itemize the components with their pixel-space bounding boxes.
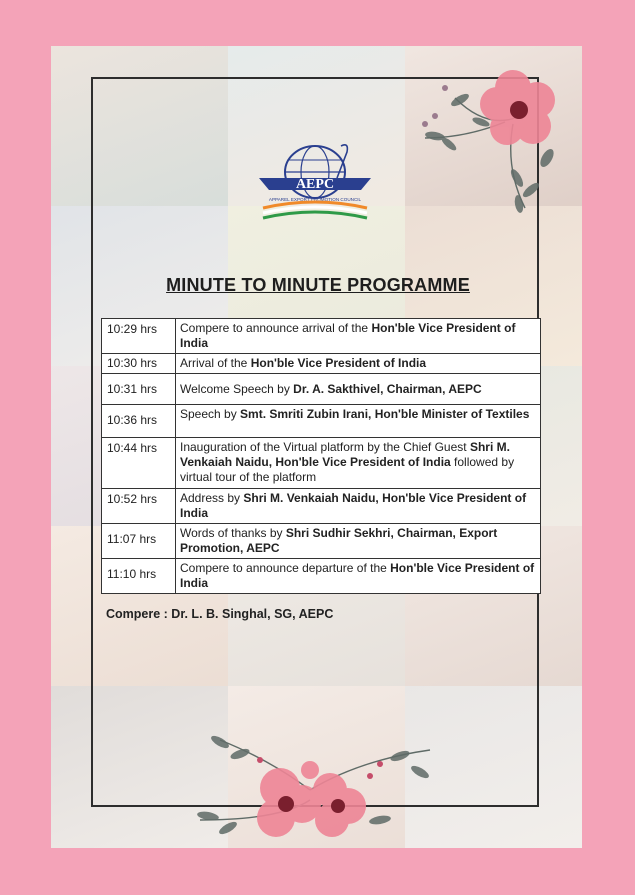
flower-decoration-top [405,58,570,223]
event-text: Inauguration of the Virtual platform by the Chief Guest [180,440,470,454]
event-bold-text: Shri M. Venkaiah Naidu, Hon'ble Vice President of India [180,491,527,520]
event-bold-text: Hon'ble Vice President of India [250,356,427,370]
event-text: Compere to announce departure of the [180,561,391,575]
time-cell: 10:36 hrs [102,405,176,438]
compere-line: Compere : Dr. L. B. Singhal, SG, AEPC [106,607,334,621]
table-row [102,559,541,594]
event-cell [176,489,541,524]
event-bold-text: Shri M. Venkaiah Naidu, Hon'ble Vice President of India [180,440,510,469]
time-cell: 11:07 hrs [102,524,176,559]
flower-decoration-bottom [180,720,450,845]
event-text: Address by [180,491,244,505]
event-cell [176,438,541,489]
table-row [102,319,541,354]
logo-acronym: AEPC [295,177,335,192]
event-cell [176,354,541,374]
table-row [102,374,541,405]
event-text: Compere to announce arrival of the [180,321,372,335]
table-row [102,405,541,438]
event-cell [176,405,541,438]
time-cell: 10:31 hrs [102,374,176,405]
event-text: Welcome Speech by [180,382,294,396]
table-row [102,438,541,489]
event-cell [176,524,541,559]
event-bold-text: Shri Sudhir Sekhri, Chairman, Export Promotion, AEPC [180,526,498,555]
time-cell: 10:52 hrs [102,489,176,524]
logo-org-name: APPAREL EXPORT PROMOTION COUNCIL [268,197,362,202]
event-cell [176,374,541,405]
event-bold-text: Smt. Smriti Zubin Irani, Hon'ble Minister of Textiles [240,407,530,421]
time-cell: 11:10 hrs [102,559,176,594]
time-cell: 10:30 hrs [102,354,176,374]
event-bold-text: Hon'ble Vice President of India [180,561,535,590]
event-bold-text: Dr. A. Sakthivel, Chairman, AEPC [293,382,482,396]
programme-table [101,318,541,594]
event-text: Words of thanks by [180,526,286,540]
table-row [102,489,541,524]
page-title: MINUTE TO MINUTE PROGRAMME [166,275,470,295]
time-cell: 10:29 hrs [102,319,176,354]
table-row [102,524,541,559]
event-text: Speech by [180,407,241,421]
event-cell [176,559,541,594]
table-row [102,354,541,374]
time-cell: 10:44 hrs [102,438,176,489]
event-cell [176,319,541,354]
event-text: followed by virtual tour of the platform [180,455,515,484]
event-bold-text: Hon'ble Vice President of India [180,321,516,350]
aepc-logo [255,138,375,228]
event-text: Arrival of the [180,356,251,370]
